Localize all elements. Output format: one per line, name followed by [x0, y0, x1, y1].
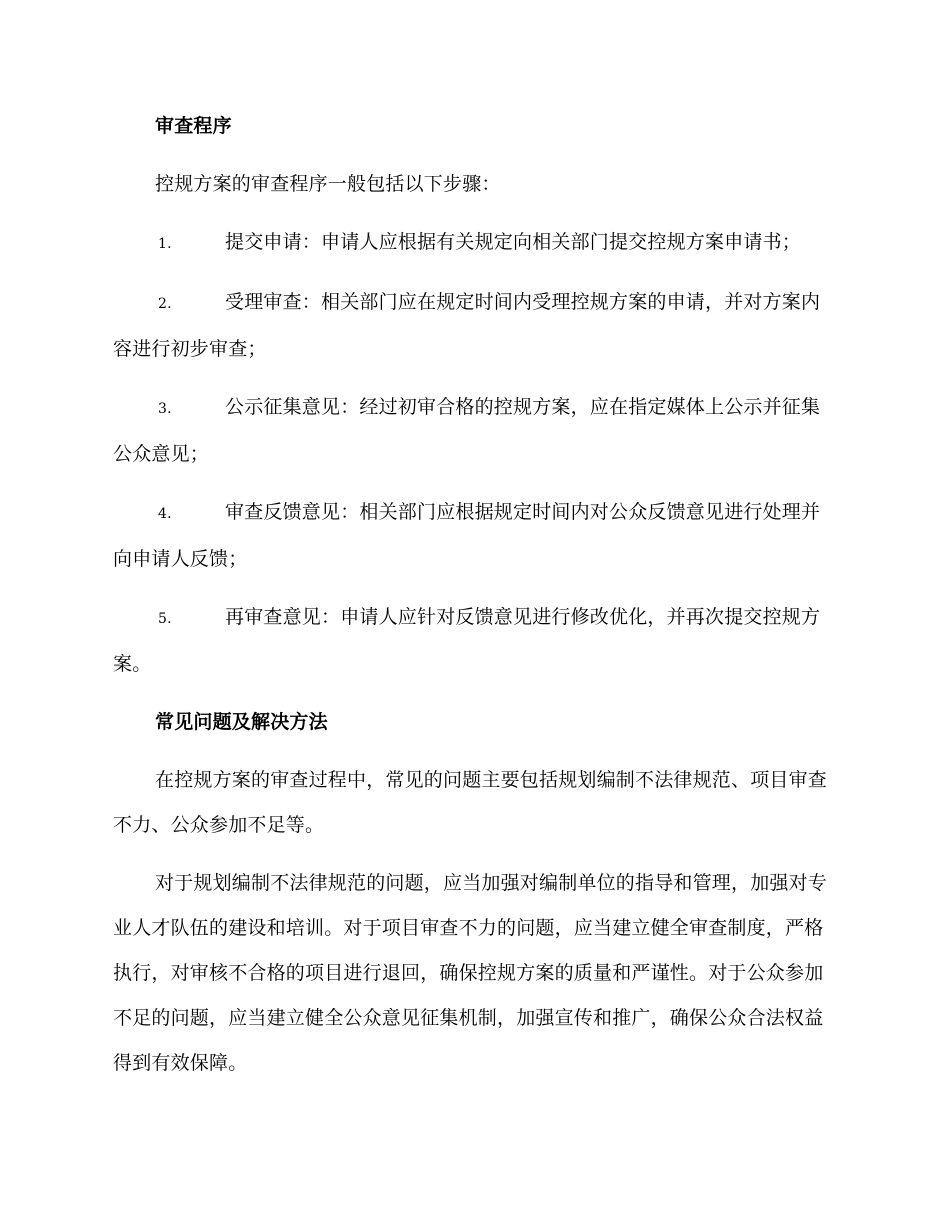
list-item-text: 审查反馈意见：相关部门应根据规定时间内对公众反馈意见进行处理并向申请人反馈；	[113, 501, 821, 570]
list-item-number: 5.	[158, 611, 172, 627]
list-item-number: 4.	[158, 506, 172, 522]
solutions-paragraph: 对于规划编制不法律规范的问题，应当加强对编制单位的指导和管理，加强对专业人才队伍的建设和培训。对于项目审查不力的问题，应当建立健全审查制度，严格执行，对审核不合格的项目进行退回，确保控规方案的质量和严谨性。对于公众参加不足的问题，应当建立健全公众意见征集机制，加强宣传和推广，确保公众合法权益得到有效保障。	[113, 872, 828, 1074]
list-item-text: 受理审查：相关部门应在规定时间内受理控规方案的申请，并对方案内容进行初步审查；	[113, 291, 821, 360]
list-item	[113, 490, 835, 582]
list-item-text: 再审查意见：申请人应针对反馈意见进行修改优化，并再次提交控规方案。	[113, 606, 821, 675]
list-item-text: 提交申请：申请人应根据有关规定向相关部门提交控规方案申请书；	[225, 231, 802, 253]
list-item-number: 1.	[158, 236, 172, 252]
list-item	[113, 280, 835, 372]
intro-paragraph: 控规方案的审查程序一般包括以下步骤：	[155, 173, 501, 195]
list-item	[113, 385, 835, 477]
document-page	[113, 104, 835, 1099]
list-item	[113, 595, 835, 687]
issues-paragraph: 在控规方案的审查过程中，常见的问题主要包括规划编制不法律规范、项目审查不力、公众参加不足等。	[113, 769, 828, 836]
list-item-text: 公示征集意见：经过初审合格的控规方案，应在指定媒体上公示并征集公众意见；	[113, 396, 821, 465]
section-heading-common-issues: 常见问题及解决方法	[155, 711, 328, 733]
list-item	[113, 220, 835, 267]
section-heading-review-procedure: 审查程序	[155, 115, 232, 137]
list-item-number: 3.	[158, 401, 172, 417]
list-item-number: 2.	[158, 296, 172, 312]
